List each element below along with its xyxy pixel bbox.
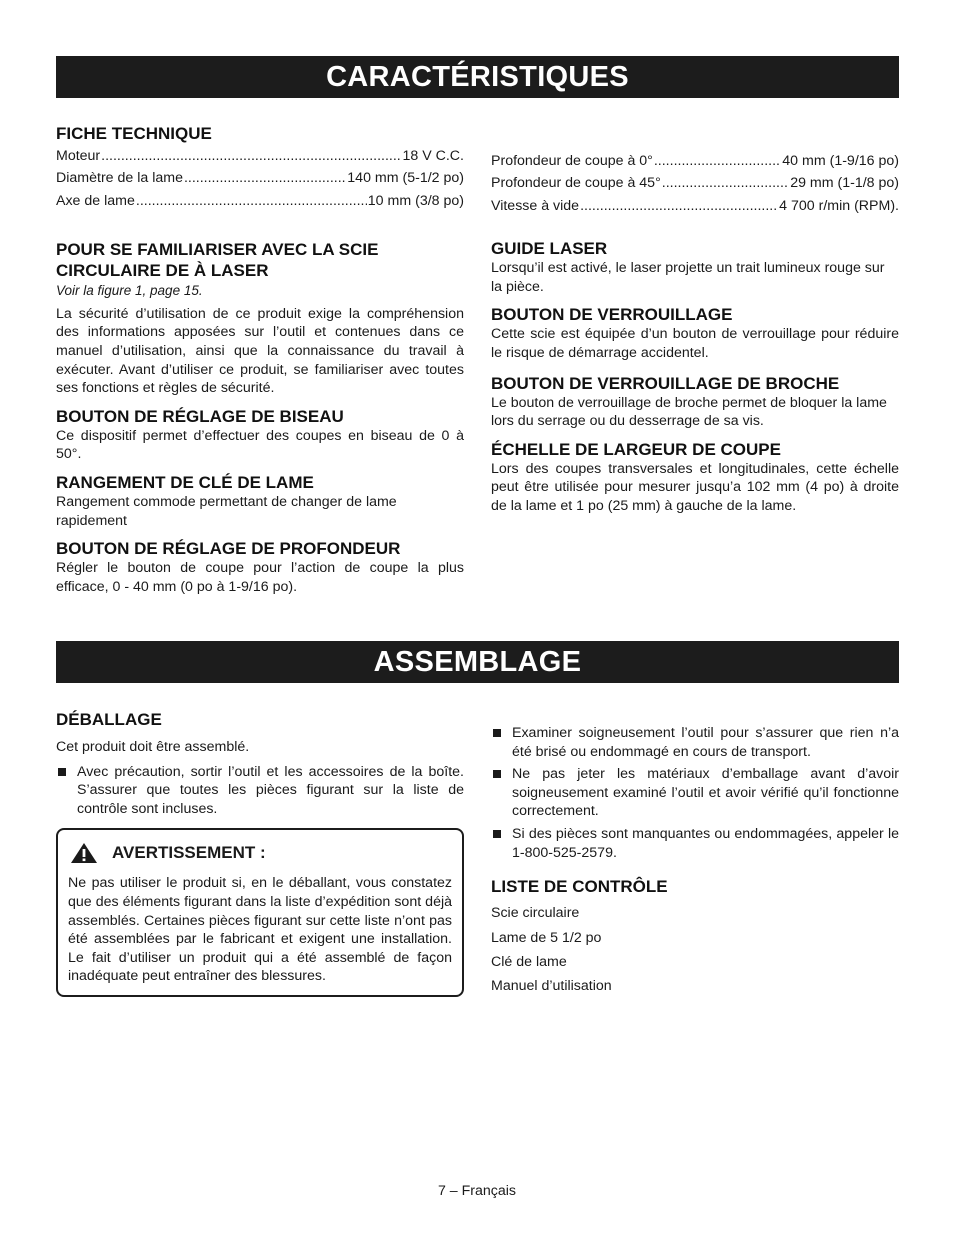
list-item xyxy=(56,763,464,819)
spec-value: 140 mm (5-1/2 po) xyxy=(347,170,464,187)
profondeur-heading: BOUTON DE RÉGLAGE DE PROFONDEUR xyxy=(56,539,401,559)
section-banner-assemblage: ASSEMBLAGE xyxy=(56,641,899,683)
deballage-bullets-right xyxy=(491,724,899,862)
checklist-item: Scie circulaire xyxy=(491,905,580,922)
bullet-text: Avec précaution, sortir l’outil et les accessoires de la boîte. S’assurer que toutes les pièces figurant sur la liste de contrôle sont incluses. xyxy=(77,763,464,817)
leader-dots xyxy=(101,145,401,167)
guide-laser-section xyxy=(491,238,899,296)
rangement-heading: RANGEMENT DE CLÉ DE LAME xyxy=(56,472,314,492)
echelle-body: Lors des coupes transversales et longitudinales, cette échelle peut être utilisée pour mesurer jusqu’a 102 mm (4 po) à droite de la lame et 1 po (25 mm) à gauche de la lame. xyxy=(491,460,899,514)
figure-reference: Voir la figure 1, page 15. xyxy=(56,283,203,299)
square-bullet-icon xyxy=(58,768,66,776)
bullet-text: Si des pièces sont manquantes ou endommagées, appeler le 1-800-525-2579. xyxy=(512,825,899,861)
guide-laser-body: Lorsqu’il est activé, le laser projette un trait lumineux rouge sur la pièce. xyxy=(491,260,885,295)
section-banner-caracteristiques: CARACTÉRISTIQUES xyxy=(56,56,899,98)
rangement-section xyxy=(56,472,464,530)
warning-triangle-icon xyxy=(70,842,98,864)
warning-box xyxy=(56,828,464,997)
warning-header xyxy=(68,842,452,864)
warning-body: Ne pas utiliser le produit si, en le déballant, vous constatez que des éléments figurant dans la liste d’expédition sont déjà assemblés. Certaines pièces figurant sur cette liste n’ont pas été assemblées par le fabricant et exigent une installation. Le fait d’utiliser un produit qui a été assemblé de façon inadéquate peut entraîner des blessures. xyxy=(68,875,452,985)
spec-label: Vitesse à vide xyxy=(491,197,580,214)
deballage-intro: Cet produit doit être assemblé. xyxy=(56,739,250,755)
leader-dots xyxy=(654,150,781,172)
biseau-section xyxy=(56,406,464,464)
spec-list-left xyxy=(56,145,464,212)
left-column-top xyxy=(56,123,464,596)
heading-line: POUR SE FAMILIARISER AVEC LA SCIE xyxy=(56,240,379,260)
list-item xyxy=(491,724,899,761)
right-column-top xyxy=(491,150,899,516)
guide-laser-heading: GUIDE LASER xyxy=(491,239,608,259)
right-column-bottom xyxy=(491,724,899,999)
liste-controle-section xyxy=(491,876,899,999)
spec-row xyxy=(491,172,899,194)
biseau-body: Ce dispositif permet d’effectuer des coupes en biseau de 0 à 50°. xyxy=(56,427,464,463)
heading-line: CIRCULAIRE DE À LASER xyxy=(56,261,269,281)
spec-label: Profondeur de coupe à 0° xyxy=(491,153,653,169)
familiariser-heading xyxy=(56,239,464,281)
rangement-body: Rangement commode permettant de changer de lame rapidement xyxy=(56,493,397,529)
square-bullet-icon xyxy=(493,770,501,778)
spec-value: 4 700 r/min (RPM). xyxy=(779,197,899,214)
spec-list-right xyxy=(491,150,899,217)
verrouillage-broche-body: Le bouton de verrouillage de broche permet de bloquer la lame lors du serrage ou du desserrage de sa vis. xyxy=(491,394,887,430)
profondeur-section xyxy=(56,538,464,596)
verrouillage-broche-heading: BOUTON DE VERROUILLAGE DE BROCHE xyxy=(491,373,840,393)
leader-dots xyxy=(662,172,789,194)
left-column-bottom xyxy=(56,709,464,997)
leader-dots xyxy=(580,195,778,217)
deballage-bullets-left xyxy=(56,763,464,819)
familiariser-body: La sécurité d’utilisation de ce produit exige la compréhension des informations apposées sur l’outil et contenues dans ce manuel d’utilisation, ainsi que la connaissance du travail à exécuter. Avant d’utiliser ce produit, se familiariser avec toutes ses fonctions et règles de sécurité. xyxy=(56,305,464,397)
spec-row xyxy=(56,190,464,212)
verrouillage-heading: BOUTON DE VERROUILLAGE xyxy=(491,305,733,325)
bullet-text: Examiner soigneusement l’outil pour s’assurer que rien n’a été brisé ou endommagé en cours de transport. xyxy=(512,725,899,760)
list-item xyxy=(491,765,899,821)
spec-value: 18 V C.C. xyxy=(402,148,464,164)
checklist-item: Clé de lame xyxy=(491,953,567,970)
spec-row xyxy=(56,167,464,189)
leader-dots xyxy=(184,167,346,189)
square-bullet-icon xyxy=(493,729,501,737)
warning-title: AVERTISSEMENT : xyxy=(112,843,266,863)
biseau-heading: BOUTON DE RÉGLAGE DE BISEAU xyxy=(56,406,344,426)
checklist-item: Manuel d’utilisation xyxy=(491,978,612,995)
echelle-heading: ÉCHELLE DE LARGEUR DE COUPE xyxy=(491,439,781,459)
page-footer: 7 – Français xyxy=(437,1183,517,1199)
square-bullet-icon xyxy=(493,830,501,838)
echelle-section xyxy=(491,439,899,516)
verrouillage-broche-section xyxy=(491,373,899,431)
familiariser-section xyxy=(56,239,464,398)
checklist-item: Lame de 5 1/2 po xyxy=(491,929,602,946)
spec-value: 40 mm (1-9/16 po) xyxy=(782,153,899,169)
spec-row xyxy=(56,145,464,167)
liste-controle-heading: LISTE DE CONTRÔLE xyxy=(491,877,668,897)
deballage-heading: DÉBALLAGE xyxy=(56,710,162,729)
spec-label: Profondeur de coupe à 45° xyxy=(491,175,661,192)
bullet-text: Ne pas jeter les matériaux d’emballage avant d’avoir soigneusement examiné l’outil et avoir vérifié qu’il fonctionne correctement. xyxy=(512,766,899,820)
spec-value: 10 mm (3/8 po) xyxy=(367,192,464,209)
spec-label: Axe de lame xyxy=(56,192,135,209)
spec-value: 29 mm (1-1/8 po) xyxy=(790,175,899,192)
verrouillage-body: Cette scie est équipée d’un bouton de verrouillage pour réduire le risque de démarrage accidentel. xyxy=(491,326,899,361)
fiche-technique-heading: FICHE TECHNIQUE xyxy=(56,124,212,143)
profondeur-body: Régler le bouton de coupe pour l’action de coupe la plus efficace, 0 - 40 mm (0 po à 1-9/16 po). xyxy=(56,560,464,595)
spec-row xyxy=(491,150,899,172)
spec-label: Moteur xyxy=(56,148,101,164)
list-item xyxy=(491,825,899,862)
verrouillage-section xyxy=(491,304,899,362)
spec-label: Diamètre de la lame xyxy=(56,170,183,187)
spec-row xyxy=(491,195,899,217)
leader-dots xyxy=(136,190,367,212)
